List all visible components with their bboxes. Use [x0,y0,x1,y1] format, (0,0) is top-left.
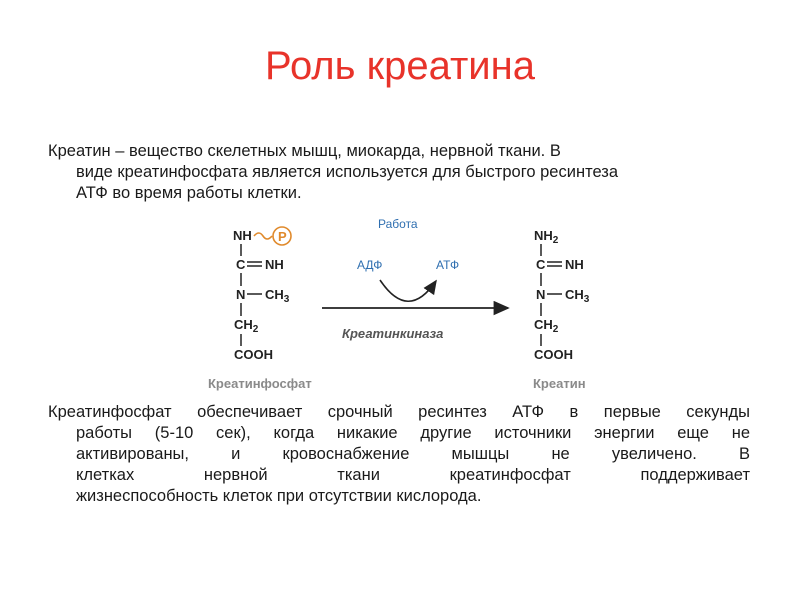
right-n-text: N [536,287,546,302]
left-ch2-text: $CH_2$ [234,317,259,335]
creatine-structure [533,228,590,391]
right-cooh-text: COOH [534,347,573,362]
adp-label: АДФ [357,258,383,272]
body-paragraph [48,402,750,507]
right-c-text: C [536,257,546,272]
right-ch2-text: $CH_2$ [534,317,559,335]
slide-title: Роль креатина [265,44,535,88]
work-label: Работа [378,217,418,231]
left-n-text: N [236,287,246,302]
left-cooh-text: COOH [234,347,273,362]
body-line: активированы, и кровоснабжение мышцы не увеличено. В [76,445,750,463]
intro-line: АТФ во время работы клетки. [76,184,302,202]
intro-line: виде креатинфосфата является используется для быстрого ресинтеза [76,163,618,181]
creatine-label: Креатин [533,376,586,391]
intro-line: Креатин – вещество скелетных мышц, миокарда, нервной ткани. В [48,142,561,160]
left-nh-text: NH [233,228,252,243]
curved-arrow [380,280,436,301]
body-line: клетках нервной ткани креатинфосфат поддерживает [76,466,750,484]
creatine-phosphate-label: Креатинфосфат [208,376,312,391]
left-nh-right-text: NH [265,257,284,272]
body-line: Креатинфосфат обеспечивает срочный ресинтез АТФ в первые секунды [48,403,750,421]
creatine-phosphate-structure [208,227,312,391]
right-ch3-text: $CH_3$ [565,287,590,305]
left-c-text: C [236,257,246,272]
enzyme-label: Креатинкиназа [342,326,444,341]
body-line: работы (5-10 сек), когда никакие другие источники энергии еще не [76,424,750,442]
left-ch3-text: $CH_3$ [265,287,290,305]
squiggle-bond [254,233,272,239]
right-nh2-text: $NH_2$ [534,228,559,246]
body-line: жизнеспособность клеток при отсутствии кислорода. [76,487,482,505]
atp-label: АТФ [436,258,460,272]
phosphate-symbol: P [278,229,287,244]
right-nh-right-text: NH [565,257,584,272]
reaction-arrow-group [322,217,508,341]
